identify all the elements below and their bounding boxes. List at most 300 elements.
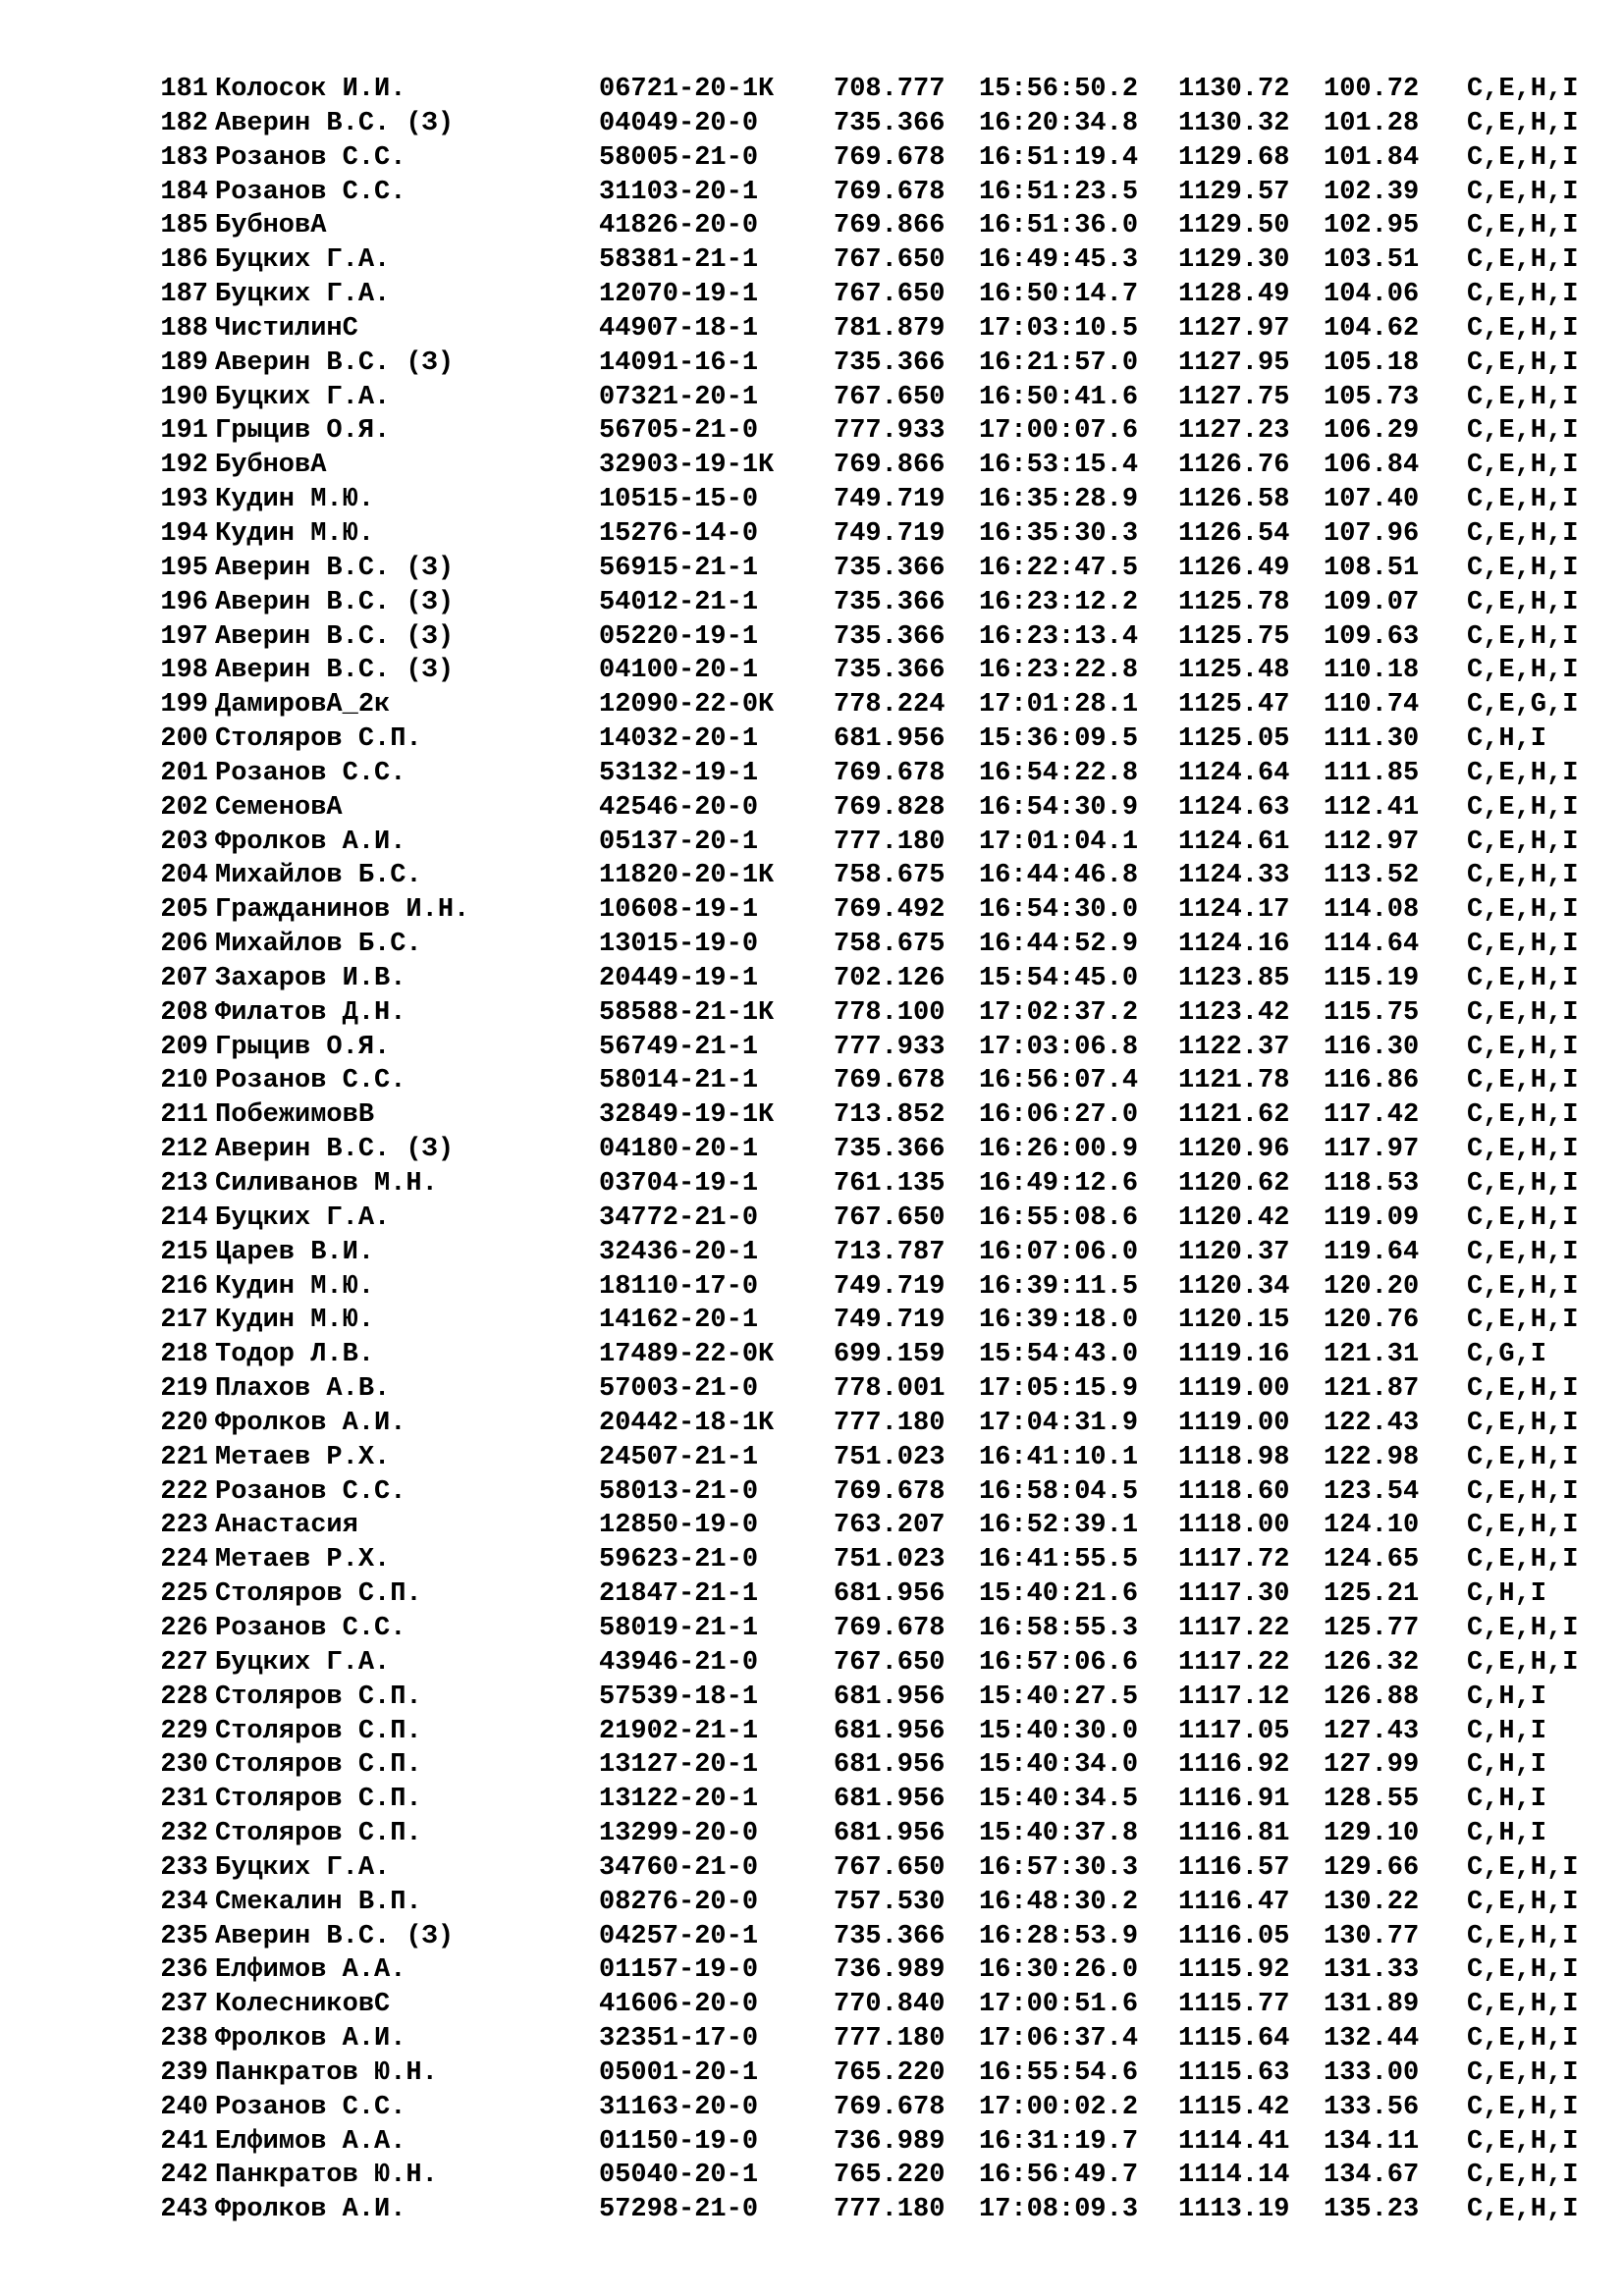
speed-cell: 1124.64 bbox=[1178, 758, 1290, 788]
place-cell: 242 bbox=[160, 2161, 208, 2191]
speed-cell: 1117.72 bbox=[1178, 1545, 1290, 1575]
points-cell: 105.73 bbox=[1324, 382, 1420, 412]
speed-cell: 1124.17 bbox=[1178, 895, 1290, 926]
points-cell: 112.41 bbox=[1324, 792, 1420, 823]
categories-cell: C,E,H,I bbox=[1467, 245, 1579, 276]
speed-cell: 1127.75 bbox=[1178, 382, 1290, 412]
distance-cell: 749.719 bbox=[834, 518, 946, 549]
distance-cell: 767.650 bbox=[834, 1647, 946, 1678]
arrival-time-cell: 16:20:34.8 bbox=[979, 108, 1139, 138]
name-cell: Метаев Р.Х. bbox=[215, 1442, 391, 1472]
speed-cell: 1117.22 bbox=[1178, 1613, 1290, 1643]
speed-cell: 1114.41 bbox=[1178, 2126, 1290, 2157]
speed-cell: 1126.49 bbox=[1178, 553, 1290, 583]
distance-cell: 735.366 bbox=[834, 621, 946, 652]
distance-cell: 749.719 bbox=[834, 1306, 946, 1336]
speed-cell: 1117.05 bbox=[1178, 1716, 1290, 1746]
points-cell: 125.21 bbox=[1324, 1579, 1420, 1610]
place-cell: 208 bbox=[160, 997, 208, 1028]
points-cell: 121.31 bbox=[1324, 1340, 1420, 1370]
place-cell: 201 bbox=[160, 758, 208, 788]
speed-cell: 1125.05 bbox=[1178, 724, 1290, 755]
name-cell: Метаев Р.Х. bbox=[215, 1545, 391, 1575]
name-cell: Фролков А.И. bbox=[215, 827, 406, 857]
arrival-time-cell: 15:36:09.5 bbox=[979, 724, 1139, 755]
ring-id-cell: 53132-19-1 bbox=[599, 758, 759, 788]
arrival-time-cell: 16:56:07.4 bbox=[979, 1066, 1139, 1096]
speed-cell: 1130.72 bbox=[1178, 75, 1290, 104]
distance-cell: 778.100 bbox=[834, 997, 946, 1028]
ring-id-cell: 58013-21-0 bbox=[599, 1476, 759, 1507]
points-cell: 134.67 bbox=[1324, 2161, 1420, 2191]
distance-cell: 769.678 bbox=[834, 2092, 946, 2122]
arrival-time-cell: 17:08:09.3 bbox=[979, 2195, 1139, 2225]
points-cell: 134.11 bbox=[1324, 2126, 1420, 2157]
categories-cell: C,E,H,I bbox=[1467, 416, 1579, 447]
arrival-time-cell: 17:01:04.1 bbox=[979, 827, 1139, 857]
speed-cell: 1116.81 bbox=[1178, 1819, 1290, 1849]
categories-cell: C,E,H,I bbox=[1467, 2092, 1579, 2122]
points-cell: 130.22 bbox=[1324, 1887, 1420, 1917]
name-cell: Аверин В.С. (З) bbox=[215, 108, 455, 138]
place-cell: 220 bbox=[160, 1408, 208, 1438]
categories-cell: C,E,H,I bbox=[1467, 108, 1579, 138]
speed-cell: 1130.32 bbox=[1178, 108, 1290, 138]
points-cell: 129.10 bbox=[1324, 1819, 1420, 1849]
categories-cell: C,H,I bbox=[1467, 1819, 1547, 1849]
arrival-time-cell: 16:23:12.2 bbox=[979, 587, 1139, 617]
ring-id-cell: 08276-20-0 bbox=[599, 1887, 759, 1917]
place-cell: 234 bbox=[160, 1887, 208, 1917]
name-cell: Фролков А.И. bbox=[215, 1408, 406, 1438]
name-cell: Силиванов М.Н. bbox=[215, 1169, 438, 1199]
place-cell: 211 bbox=[160, 1100, 208, 1131]
categories-cell: C,E,H,I bbox=[1467, 382, 1579, 412]
name-cell: Розанов С.С. bbox=[215, 758, 406, 788]
distance-cell: 749.719 bbox=[834, 485, 946, 515]
ring-id-cell: 13015-19-0 bbox=[599, 930, 759, 960]
arrival-time-cell: 16:54:30.9 bbox=[979, 792, 1139, 823]
name-cell: Анастасия bbox=[215, 1511, 358, 1541]
ring-id-cell: 58005-21-0 bbox=[599, 142, 759, 173]
distance-cell: 751.023 bbox=[834, 1442, 946, 1472]
arrival-time-cell: 16:50:41.6 bbox=[979, 382, 1139, 412]
place-cell: 228 bbox=[160, 1682, 208, 1712]
arrival-time-cell: 16:54:22.8 bbox=[979, 758, 1139, 788]
arrival-time-cell: 15:56:50.2 bbox=[979, 75, 1139, 104]
name-cell: Розанов С.С. bbox=[215, 1066, 406, 1096]
name-cell: ПобежимовВ bbox=[215, 1100, 375, 1131]
name-cell: Буцких Г.А. bbox=[215, 280, 391, 310]
categories-cell: C,H,I bbox=[1467, 1716, 1547, 1746]
place-cell: 209 bbox=[160, 1032, 208, 1062]
points-cell: 126.32 bbox=[1324, 1647, 1420, 1678]
categories-cell: C,E,H,I bbox=[1467, 347, 1579, 378]
speed-cell: 1129.57 bbox=[1178, 177, 1290, 207]
categories-cell: C,H,I bbox=[1467, 724, 1547, 755]
ring-id-cell: 21847-21-1 bbox=[599, 1579, 759, 1610]
distance-cell: 761.135 bbox=[834, 1169, 946, 1199]
points-cell: 119.09 bbox=[1324, 1202, 1420, 1233]
speed-cell: 1127.95 bbox=[1178, 347, 1290, 378]
arrival-time-cell: 16:39:18.0 bbox=[979, 1306, 1139, 1336]
points-cell: 120.76 bbox=[1324, 1306, 1420, 1336]
ring-id-cell: 42546-20-0 bbox=[599, 792, 759, 823]
ring-id-cell: 11820-20-1К bbox=[599, 861, 775, 891]
points-cell: 113.52 bbox=[1324, 861, 1420, 891]
distance-cell: 758.675 bbox=[834, 861, 946, 891]
speed-cell: 1117.30 bbox=[1178, 1579, 1290, 1610]
ring-id-cell: 10515-15-0 bbox=[599, 485, 759, 515]
distance-cell: 735.366 bbox=[834, 656, 946, 686]
name-cell: Розанов С.С. bbox=[215, 1476, 406, 1507]
arrival-time-cell: 16:50:14.7 bbox=[979, 280, 1139, 310]
points-cell: 121.87 bbox=[1324, 1374, 1420, 1405]
speed-cell: 1125.47 bbox=[1178, 690, 1290, 721]
ring-id-cell: 20449-19-1 bbox=[599, 963, 759, 993]
categories-cell: C,E,H,I bbox=[1467, 656, 1579, 686]
ring-id-cell: 31103-20-1 bbox=[599, 177, 759, 207]
categories-cell: C,E,H,I bbox=[1467, 2161, 1579, 2191]
name-cell: Кудин М.Ю. bbox=[215, 485, 375, 515]
categories-cell: C,G,I bbox=[1467, 1340, 1547, 1370]
ring-id-cell: 05040-20-1 bbox=[599, 2161, 759, 2191]
speed-cell: 1120.37 bbox=[1178, 1237, 1290, 1267]
speed-cell: 1126.58 bbox=[1178, 485, 1290, 515]
ring-id-cell: 58381-21-1 bbox=[599, 245, 759, 276]
ring-id-cell: 56915-21-1 bbox=[599, 553, 759, 583]
distance-cell: 769.866 bbox=[834, 451, 946, 481]
arrival-time-cell: 16:48:30.2 bbox=[979, 1887, 1139, 1917]
place-cell: 181 bbox=[160, 75, 208, 104]
place-cell: 204 bbox=[160, 861, 208, 891]
arrival-time-cell: 16:49:45.3 bbox=[979, 245, 1139, 276]
name-cell: Аверин В.С. (З) bbox=[215, 621, 455, 652]
place-cell: 199 bbox=[160, 690, 208, 721]
ring-id-cell: 59623-21-0 bbox=[599, 1545, 759, 1575]
distance-cell: 778.224 bbox=[834, 690, 946, 721]
ring-id-cell: 56705-21-0 bbox=[599, 416, 759, 447]
place-cell: 212 bbox=[160, 1135, 208, 1165]
arrival-time-cell: 16:56:49.7 bbox=[979, 2161, 1139, 2191]
name-cell: ЧистилинС bbox=[215, 313, 358, 344]
categories-cell: C,E,H,I bbox=[1467, 177, 1579, 207]
place-cell: 224 bbox=[160, 1545, 208, 1575]
categories-cell: C,E,H,I bbox=[1467, 861, 1579, 891]
place-cell: 200 bbox=[160, 724, 208, 755]
speed-cell: 1118.60 bbox=[1178, 1476, 1290, 1507]
speed-cell: 1114.14 bbox=[1178, 2161, 1290, 2191]
ring-id-cell: 14032-20-1 bbox=[599, 724, 759, 755]
points-cell: 106.29 bbox=[1324, 416, 1420, 447]
place-cell: 218 bbox=[160, 1340, 208, 1370]
speed-cell: 1125.78 bbox=[1178, 587, 1290, 617]
points-cell: 102.95 bbox=[1324, 211, 1420, 241]
categories-cell: C,E,H,I bbox=[1467, 1374, 1579, 1405]
name-cell: ДамировА_2к bbox=[215, 690, 391, 721]
arrival-time-cell: 16:54:30.0 bbox=[979, 895, 1139, 926]
ring-id-cell: 04180-20-1 bbox=[599, 1135, 759, 1165]
categories-cell: C,E,H,I bbox=[1467, 895, 1579, 926]
place-cell: 222 bbox=[160, 1476, 208, 1507]
points-cell: 104.06 bbox=[1324, 280, 1420, 310]
distance-cell: 777.180 bbox=[834, 2195, 946, 2225]
place-cell: 221 bbox=[160, 1442, 208, 1472]
points-cell: 132.44 bbox=[1324, 2024, 1420, 2055]
speed-cell: 1120.42 bbox=[1178, 1202, 1290, 1233]
categories-cell: C,E,H,I bbox=[1467, 1887, 1579, 1917]
arrival-time-cell: 16:35:28.9 bbox=[979, 485, 1139, 515]
distance-cell: 770.840 bbox=[834, 1990, 946, 2020]
place-cell: 210 bbox=[160, 1066, 208, 1096]
place-cell: 183 bbox=[160, 142, 208, 173]
name-cell: Кудин М.Ю. bbox=[215, 518, 375, 549]
ring-id-cell: 58014-21-1 bbox=[599, 1066, 759, 1096]
categories-cell: C,E,H,I bbox=[1467, 587, 1579, 617]
name-cell: БубновА bbox=[215, 451, 327, 481]
distance-cell: 765.220 bbox=[834, 2057, 946, 2088]
arrival-time-cell: 16:07:06.0 bbox=[979, 1237, 1139, 1267]
ring-id-cell: 12070-19-1 bbox=[599, 280, 759, 310]
points-cell: 107.96 bbox=[1324, 518, 1420, 549]
points-cell: 119.64 bbox=[1324, 1237, 1420, 1267]
categories-cell: C,E,H,I bbox=[1467, 758, 1579, 788]
name-cell: Розанов С.С. bbox=[215, 2092, 406, 2122]
distance-cell: 699.159 bbox=[834, 1340, 946, 1370]
points-cell: 111.30 bbox=[1324, 724, 1420, 755]
distance-cell: 769.678 bbox=[834, 177, 946, 207]
speed-cell: 1117.12 bbox=[1178, 1682, 1290, 1712]
categories-cell: C,H,I bbox=[1467, 1785, 1547, 1815]
ring-id-cell: 10608-19-1 bbox=[599, 895, 759, 926]
categories-cell: C,E,H,I bbox=[1467, 1032, 1579, 1062]
points-cell: 104.62 bbox=[1324, 313, 1420, 344]
name-cell: Плахов А.В. bbox=[215, 1374, 391, 1405]
categories-cell: C,E,H,I bbox=[1467, 792, 1579, 823]
name-cell: Гражданинов И.Н. bbox=[215, 895, 470, 926]
categories-cell: C,E,H,I bbox=[1467, 1408, 1579, 1438]
categories-cell: C,E,H,I bbox=[1467, 1169, 1579, 1199]
speed-cell: 1116.92 bbox=[1178, 1750, 1290, 1781]
points-cell: 122.43 bbox=[1324, 1408, 1420, 1438]
ring-id-cell: 07321-20-1 bbox=[599, 382, 759, 412]
distance-cell: 769.492 bbox=[834, 895, 946, 926]
arrival-time-cell: 15:40:30.0 bbox=[979, 1716, 1139, 1746]
points-cell: 129.66 bbox=[1324, 1852, 1420, 1883]
distance-cell: 769.678 bbox=[834, 1476, 946, 1507]
arrival-time-cell: 17:01:28.1 bbox=[979, 690, 1139, 721]
place-cell: 203 bbox=[160, 827, 208, 857]
categories-cell: C,E,H,I bbox=[1467, 1647, 1579, 1678]
categories-cell: C,E,H,I bbox=[1467, 313, 1579, 344]
name-cell: Михайлов Б.С. bbox=[215, 930, 422, 960]
ring-id-cell: 05220-19-1 bbox=[599, 621, 759, 652]
distance-cell: 681.956 bbox=[834, 724, 946, 755]
categories-cell: C,E,H,I bbox=[1467, 280, 1579, 310]
name-cell: Филатов Д.Н. bbox=[215, 997, 406, 1028]
arrival-time-cell: 16:22:47.5 bbox=[979, 553, 1139, 583]
distance-cell: 749.719 bbox=[834, 1271, 946, 1302]
ring-id-cell: 41606-20-0 bbox=[599, 1990, 759, 2020]
points-cell: 117.42 bbox=[1324, 1100, 1420, 1131]
categories-cell: C,E,H,I bbox=[1467, 1100, 1579, 1131]
place-cell: 192 bbox=[160, 451, 208, 481]
arrival-time-cell: 17:00:51.6 bbox=[979, 1990, 1139, 2020]
distance-cell: 681.956 bbox=[834, 1819, 946, 1849]
name-cell: Розанов С.С. bbox=[215, 142, 406, 173]
arrival-time-cell: 16:28:53.9 bbox=[979, 1921, 1139, 1951]
place-cell: 237 bbox=[160, 1990, 208, 2020]
points-cell: 105.18 bbox=[1324, 347, 1420, 378]
distance-cell: 769.678 bbox=[834, 1613, 946, 1643]
place-cell: 229 bbox=[160, 1716, 208, 1746]
distance-cell: 769.678 bbox=[834, 1066, 946, 1096]
ring-id-cell: 01157-19-0 bbox=[599, 1955, 759, 1986]
ring-id-cell: 04100-20-1 bbox=[599, 656, 759, 686]
ring-id-cell: 04049-20-0 bbox=[599, 108, 759, 138]
points-cell: 135.23 bbox=[1324, 2195, 1420, 2225]
place-cell: 231 bbox=[160, 1785, 208, 1815]
distance-cell: 708.777 bbox=[834, 75, 946, 104]
place-cell: 223 bbox=[160, 1511, 208, 1541]
distance-cell: 735.366 bbox=[834, 553, 946, 583]
speed-cell: 1115.63 bbox=[1178, 2057, 1290, 2088]
distance-cell: 777.180 bbox=[834, 1408, 946, 1438]
name-cell: СеменовА bbox=[215, 792, 343, 823]
categories-cell: C,E,G,I bbox=[1467, 690, 1579, 721]
categories-cell: C,E,H,I bbox=[1467, 963, 1579, 993]
points-cell: 110.18 bbox=[1324, 656, 1420, 686]
ring-id-cell: 41826-20-0 bbox=[599, 211, 759, 241]
categories-cell: C,E,H,I bbox=[1467, 1135, 1579, 1165]
categories-cell: C,E,H,I bbox=[1467, 75, 1579, 104]
categories-cell: C,E,H,I bbox=[1467, 1852, 1579, 1883]
distance-cell: 769.828 bbox=[834, 792, 946, 823]
name-cell: Панкратов Ю.Н. bbox=[215, 2161, 438, 2191]
points-cell: 127.43 bbox=[1324, 1716, 1420, 1746]
distance-cell: 767.650 bbox=[834, 280, 946, 310]
ring-id-cell: 57298-21-0 bbox=[599, 2195, 759, 2225]
points-cell: 123.54 bbox=[1324, 1476, 1420, 1507]
ring-id-cell: 32849-19-1К bbox=[599, 1100, 775, 1131]
arrival-time-cell: 16:23:22.8 bbox=[979, 656, 1139, 686]
place-cell: 186 bbox=[160, 245, 208, 276]
distance-cell: 767.650 bbox=[834, 245, 946, 276]
categories-cell: C,E,H,I bbox=[1467, 827, 1579, 857]
categories-cell: C,E,H,I bbox=[1467, 997, 1579, 1028]
name-cell: Аверин В.С. (З) bbox=[215, 1135, 455, 1165]
distance-cell: 736.989 bbox=[834, 2126, 946, 2157]
speed-cell: 1129.30 bbox=[1178, 245, 1290, 276]
speed-cell: 1127.97 bbox=[1178, 313, 1290, 344]
arrival-time-cell: 16:06:27.0 bbox=[979, 1100, 1139, 1131]
points-cell: 110.74 bbox=[1324, 690, 1420, 721]
ring-id-cell: 17489-22-0К bbox=[599, 1340, 775, 1370]
categories-cell: C,E,H,I bbox=[1467, 1545, 1579, 1575]
place-cell: 191 bbox=[160, 416, 208, 447]
name-cell: Елфимов А.А. bbox=[215, 2126, 406, 2157]
arrival-time-cell: 16:58:04.5 bbox=[979, 1476, 1139, 1507]
distance-cell: 769.866 bbox=[834, 211, 946, 241]
ring-id-cell: 15276-14-0 bbox=[599, 518, 759, 549]
points-cell: 125.77 bbox=[1324, 1613, 1420, 1643]
ring-id-cell: 12090-22-0К bbox=[599, 690, 775, 721]
ring-id-cell: 14091-16-1 bbox=[599, 347, 759, 378]
arrival-time-cell: 16:44:52.9 bbox=[979, 930, 1139, 960]
name-cell: Буцких Г.А. bbox=[215, 382, 391, 412]
place-cell: 188 bbox=[160, 313, 208, 344]
arrival-time-cell: 17:05:15.9 bbox=[979, 1374, 1139, 1405]
distance-cell: 713.787 bbox=[834, 1237, 946, 1267]
arrival-time-cell: 16:57:30.3 bbox=[979, 1852, 1139, 1883]
points-cell: 120.20 bbox=[1324, 1271, 1420, 1302]
distance-cell: 777.933 bbox=[834, 416, 946, 447]
place-cell: 193 bbox=[160, 485, 208, 515]
categories-cell: C,E,H,I bbox=[1467, 930, 1579, 960]
distance-cell: 735.366 bbox=[834, 1921, 946, 1951]
place-cell: 182 bbox=[160, 108, 208, 138]
ring-id-cell: 04257-20-1 bbox=[599, 1921, 759, 1951]
points-cell: 107.40 bbox=[1324, 485, 1420, 515]
categories-cell: C,E,H,I bbox=[1467, 1990, 1579, 2020]
points-cell: 109.07 bbox=[1324, 587, 1420, 617]
place-cell: 187 bbox=[160, 280, 208, 310]
speed-cell: 1116.91 bbox=[1178, 1785, 1290, 1815]
ring-id-cell: 18110-17-0 bbox=[599, 1271, 759, 1302]
arrival-time-cell: 17:00:02.2 bbox=[979, 2092, 1139, 2122]
points-cell: 111.85 bbox=[1324, 758, 1420, 788]
points-cell: 100.72 bbox=[1324, 75, 1420, 104]
speed-cell: 1129.50 bbox=[1178, 211, 1290, 241]
place-cell: 205 bbox=[160, 895, 208, 926]
points-cell: 124.10 bbox=[1324, 1511, 1420, 1541]
place-cell: 241 bbox=[160, 2126, 208, 2157]
arrival-time-cell: 16:21:57.0 bbox=[979, 347, 1139, 378]
ring-id-cell: 58588-21-1К bbox=[599, 997, 775, 1028]
name-cell: БубновА bbox=[215, 211, 327, 241]
distance-cell: 767.650 bbox=[834, 1202, 946, 1233]
points-cell: 101.28 bbox=[1324, 108, 1420, 138]
distance-cell: 681.956 bbox=[834, 1716, 946, 1746]
arrival-time-cell: 17:02:37.2 bbox=[979, 997, 1139, 1028]
points-cell: 101.84 bbox=[1324, 142, 1420, 173]
points-cell: 116.30 bbox=[1324, 1032, 1420, 1062]
speed-cell: 1120.34 bbox=[1178, 1271, 1290, 1302]
speed-cell: 1122.37 bbox=[1178, 1032, 1290, 1062]
arrival-time-cell: 16:35:30.3 bbox=[979, 518, 1139, 549]
ring-id-cell: 34760-21-0 bbox=[599, 1852, 759, 1883]
speed-cell: 1115.42 bbox=[1178, 2092, 1290, 2122]
arrival-time-cell: 17:06:37.4 bbox=[979, 2024, 1139, 2055]
place-cell: 206 bbox=[160, 930, 208, 960]
place-cell: 243 bbox=[160, 2195, 208, 2225]
name-cell: Панкратов Ю.Н. bbox=[215, 2057, 438, 2088]
points-cell: 131.89 bbox=[1324, 1990, 1420, 2020]
points-cell: 133.00 bbox=[1324, 2057, 1420, 2088]
arrival-time-cell: 15:40:37.8 bbox=[979, 1819, 1139, 1849]
speed-cell: 1120.15 bbox=[1178, 1306, 1290, 1336]
points-cell: 124.65 bbox=[1324, 1545, 1420, 1575]
name-cell: Колосок И.И. bbox=[215, 75, 406, 104]
speed-cell: 1120.62 bbox=[1178, 1169, 1290, 1199]
categories-cell: C,H,I bbox=[1467, 1682, 1547, 1712]
place-cell: 232 bbox=[160, 1819, 208, 1849]
arrival-time-cell: 16:57:06.6 bbox=[979, 1647, 1139, 1678]
ring-id-cell: 13299-20-0 bbox=[599, 1819, 759, 1849]
points-cell: 122.98 bbox=[1324, 1442, 1420, 1472]
distance-cell: 769.678 bbox=[834, 758, 946, 788]
name-cell: Царев В.И. bbox=[215, 1237, 375, 1267]
